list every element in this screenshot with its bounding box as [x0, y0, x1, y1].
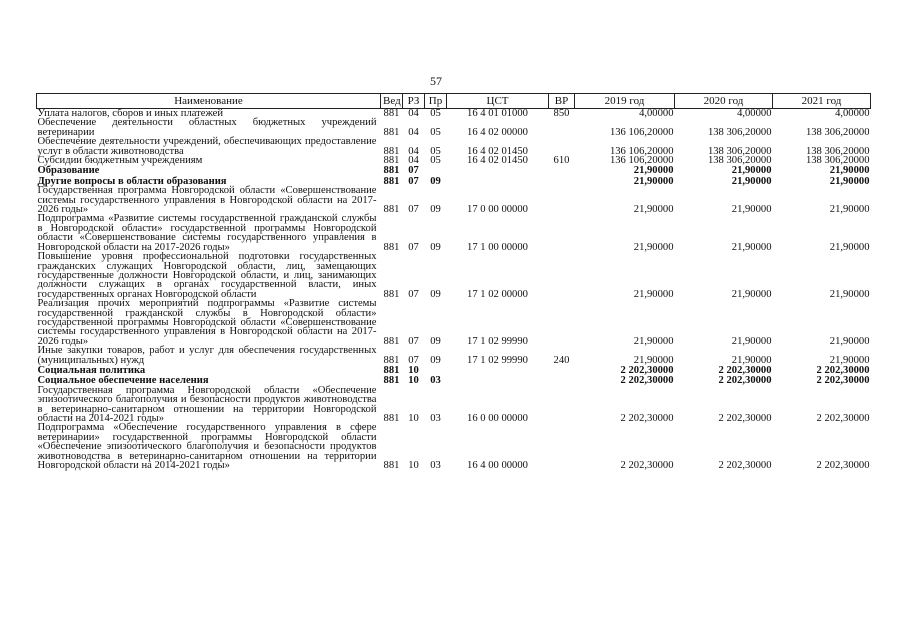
table-row [37, 365, 871, 375]
rz-cell: 07 [408, 241, 419, 253]
name-cell: Реализация прочих мероприятий подпрограммы «Развитие системы государственной гражданской службы в Новгородской области» государственной программы Новгородской области «Совершенствование системы государственного управления в Новгородской области на 2017-2026 годы» [37, 298, 377, 347]
amount-2019-cell: 21,90000 [633, 204, 674, 216]
amount-2021-cell: 21,90000 [829, 288, 870, 300]
amount-2021-cell: 2 202,30000 [816, 364, 870, 376]
header-2019: 2019 год [575, 94, 675, 109]
rz-cell: 10 [408, 364, 419, 376]
header-cst: ЦСТ [447, 94, 549, 109]
table-row [37, 423, 871, 470]
amount-2021-cell: 138 306,20000 [805, 145, 870, 157]
amount-2020-cell: 2 202,30000 [718, 364, 772, 376]
header-2021: 2021 год [773, 94, 871, 109]
pr-cell: 05 [430, 145, 441, 157]
pr-cell: 09 [430, 204, 441, 216]
amount-2021-cell: 138 306,20000 [805, 126, 870, 138]
name-cell: Государственная программа Новгородской области «Обеспечение эпизоотического благополучия и безопасности продуктов животноводства в ветеринарно-санитарном отношении на территории Новгородской области на 2014-2021 годы» [37, 384, 377, 424]
name-cell: Государственная программа Новгородской области «Совершенствование системы государственного управления в Новгородской области на 2017-2026 годы» [37, 185, 377, 216]
vr-cell [549, 386, 575, 424]
amount-2020-cell: 2 202,30000 [718, 375, 772, 387]
header-pr: Пр [425, 94, 447, 109]
ved-cell: 881 [383, 460, 400, 472]
table-row [37, 252, 871, 299]
ved-cell: 881 [383, 175, 400, 187]
pr-cell: 09 [430, 175, 441, 187]
rz-cell: 10 [408, 460, 419, 472]
table-row [37, 118, 871, 137]
amount-2019-cell: 136 106,20000 [609, 155, 674, 167]
amount-2019-cell: 21,90000 [633, 241, 674, 253]
amount-2021-cell: 21,90000 [829, 354, 870, 366]
amount-2020-cell: 21,90000 [731, 335, 772, 347]
name-cell: Социальное обеспечение населения [37, 375, 209, 387]
amount-2019-cell: 2 202,30000 [620, 364, 674, 376]
pr-cell: 09 [430, 354, 441, 366]
amount-2020-cell: 2 202,30000 [718, 413, 772, 424]
vr-cell: 610 [553, 155, 570, 167]
rz-cell: 07 [408, 335, 419, 347]
amount-2021-cell: 21,90000 [829, 175, 870, 187]
table-body [37, 109, 871, 471]
pr-cell: 09 [430, 335, 441, 347]
rz-cell: 04 [408, 126, 419, 138]
amount-2019-cell: 2 202,30000 [620, 460, 674, 472]
name-cell: Уплата налогов, сборов и иных платежей [37, 108, 224, 119]
table-row [37, 165, 871, 175]
amount-2020-cell: 21,90000 [731, 354, 772, 366]
pr-cell: 05 [430, 155, 441, 167]
amount-2020-cell: 138 306,20000 [707, 126, 772, 138]
amount-2020-cell: 21,90000 [731, 165, 772, 177]
cst-cell: 16 4 02 00000 [467, 126, 528, 138]
header-ved: Вед [381, 94, 403, 109]
pr-cell: 09 [430, 241, 441, 253]
ved-cell: 881 [383, 145, 400, 157]
amount-2021-cell: 2 202,30000 [816, 375, 870, 387]
vr-cell [549, 137, 575, 156]
cst-cell: 16 4 01 01000 [467, 108, 528, 119]
amount-2019-cell: 4,00000 [639, 108, 674, 119]
amount-2021-cell: 21,90000 [829, 241, 870, 253]
amount-2021-cell: 4,00000 [835, 108, 870, 119]
amount-2020-cell: 21,90000 [731, 288, 772, 300]
ved-cell: 881 [383, 288, 400, 300]
name-cell: Обеспечение деятельности областных бюджетных учреждений ветеринарии [37, 117, 377, 138]
header-2020: 2020 год [675, 94, 773, 109]
ved-cell: 881 [383, 126, 400, 138]
vr-cell: 850 [553, 108, 570, 119]
ved-cell: 881 [383, 204, 400, 216]
pr-cell: 05 [430, 108, 441, 119]
pr-cell [425, 365, 447, 375]
amount-2019-cell: 21,90000 [633, 354, 674, 366]
name-cell: Обеспечение деятельности учреждений, обеспечивающих предоставление услуг в области животноводства [37, 136, 377, 157]
vr-cell [549, 214, 575, 252]
ved-cell: 881 [383, 335, 400, 347]
amount-2020-cell: 21,90000 [731, 241, 772, 253]
amount-2021-cell: 21,90000 [829, 204, 870, 216]
amount-2021-cell: 21,90000 [829, 335, 870, 347]
table-row [37, 137, 871, 156]
pr-cell: 05 [430, 126, 441, 138]
rz-cell: 07 [408, 165, 419, 177]
ved-cell: 881 [383, 108, 400, 119]
vr-cell [549, 365, 575, 375]
amount-2020-cell: 21,90000 [731, 175, 772, 187]
rz-cell: 10 [408, 413, 419, 424]
table-header-row [37, 94, 871, 109]
ved-cell: 881 [383, 375, 400, 387]
header-rz: РЗ [403, 94, 425, 109]
cst-cell: 17 1 02 99990 [467, 335, 528, 347]
vr-cell [549, 165, 575, 175]
cst-cell: 16 4 02 01450 [467, 155, 528, 167]
amount-2019-cell: 2 202,30000 [620, 413, 674, 424]
ved-cell: 881 [383, 241, 400, 253]
cst-cell: 17 1 00 00000 [467, 241, 528, 253]
amount-2021-cell: 2 202,30000 [816, 460, 870, 472]
amount-2020-cell: 21,90000 [731, 204, 772, 216]
vr-cell [549, 118, 575, 137]
rz-cell: 07 [408, 288, 419, 300]
cst-cell [447, 165, 549, 175]
table-row [37, 299, 871, 346]
page-number: 57 [430, 74, 442, 88]
name-cell: Образование [37, 165, 100, 177]
amount-2020-cell: 4,00000 [737, 108, 772, 119]
ved-cell: 881 [383, 364, 400, 376]
amount-2021-cell: 21,90000 [829, 165, 870, 177]
table-row [37, 156, 871, 165]
table-row [37, 214, 871, 252]
pr-cell: 03 [430, 460, 441, 472]
budget-table [36, 93, 871, 470]
header-vr: ВР [549, 94, 575, 109]
cst-cell [447, 365, 549, 375]
rz-cell: 04 [408, 155, 419, 167]
amount-2020-cell: 138 306,20000 [707, 145, 772, 157]
name-cell: Субсидии бюджетным учреждениям [37, 155, 203, 167]
rz-cell: 04 [408, 108, 419, 119]
amount-2019-cell: 136 106,20000 [609, 145, 674, 157]
cst-cell [447, 375, 549, 385]
vr-cell [549, 176, 575, 186]
table-row [37, 386, 871, 424]
amount-2019-cell: 21,90000 [633, 175, 674, 187]
rz-cell: 07 [408, 354, 419, 366]
amount-2020-cell: 138 306,20000 [707, 155, 772, 167]
ved-cell: 881 [383, 165, 400, 177]
amount-2019-cell: 21,90000 [633, 335, 674, 347]
vr-cell [549, 252, 575, 299]
vr-cell [549, 375, 575, 385]
cst-cell: 16 4 00 00000 [467, 460, 528, 472]
name-cell: Подпрограмма «Обеспечение государственного управления в сфере ветеринарии» государственной программы Новгородской области «Обеспечение эпизоотического благополучия и безопасности продуктов животноводства в ветеринарно-санитарном отношении на территории Новгородской области на 2014-2021 годы» [37, 422, 377, 472]
amount-2021-cell: 138 306,20000 [805, 155, 870, 167]
amount-2019-cell: 21,90000 [633, 288, 674, 300]
amount-2019-cell: 21,90000 [633, 165, 674, 177]
vr-cell [549, 423, 575, 470]
cst-cell: 16 4 02 01450 [467, 145, 528, 157]
table-row [37, 346, 871, 365]
ved-cell: 881 [383, 354, 400, 366]
ved-cell: 881 [383, 413, 400, 424]
name-cell: Иные закупки товаров, работ и услуг для обеспечения государственных (муниципальных) нужд [37, 345, 377, 366]
cst-cell [447, 176, 549, 186]
vr-cell [549, 186, 575, 214]
rz-cell: 07 [408, 175, 419, 187]
amount-2019-cell: 136 106,20000 [609, 126, 674, 138]
name-cell: Повышение уровня профессиональной подготовки государственных гражданских служащих Новгородской области, лиц, замещающих государственные должности Новгородской области, и лиц, занимающих должности служащих в органах государственной власти, иных государственных органах Новгородской области [37, 251, 377, 300]
pr-cell [425, 165, 447, 175]
name-cell: Подпрограмма «Развитие системы государственной гражданской службы в Новгородской области» государственной программы Новгородской области «Совершенствование системы государственного управления в Новгородской области на 2017-2026 годы» [37, 213, 377, 253]
cst-cell: 17 1 02 99990 [467, 354, 528, 366]
cst-cell: 17 0 00 00000 [467, 204, 528, 216]
table-row [37, 186, 871, 214]
ved-cell: 881 [383, 155, 400, 167]
pr-cell: 03 [430, 375, 441, 387]
name-cell: Социальная политика [37, 364, 146, 376]
rz-cell: 07 [408, 204, 419, 216]
rz-cell: 04 [408, 145, 419, 157]
pr-cell: 09 [430, 288, 441, 300]
amount-2019-cell: 2 202,30000 [620, 375, 674, 387]
cst-cell: 17 1 02 00000 [467, 288, 528, 300]
pr-cell: 03 [430, 413, 441, 424]
header-name: Наименование [37, 94, 381, 109]
amount-2021-cell: 2 202,30000 [816, 413, 870, 424]
cst-cell: 16 0 00 00000 [467, 413, 528, 424]
amount-2020-cell: 2 202,30000 [718, 460, 772, 472]
rz-cell: 10 [408, 375, 419, 387]
name-cell: Другие вопросы в области образования [37, 175, 227, 187]
vr-cell: 240 [553, 354, 570, 366]
vr-cell [549, 299, 575, 346]
